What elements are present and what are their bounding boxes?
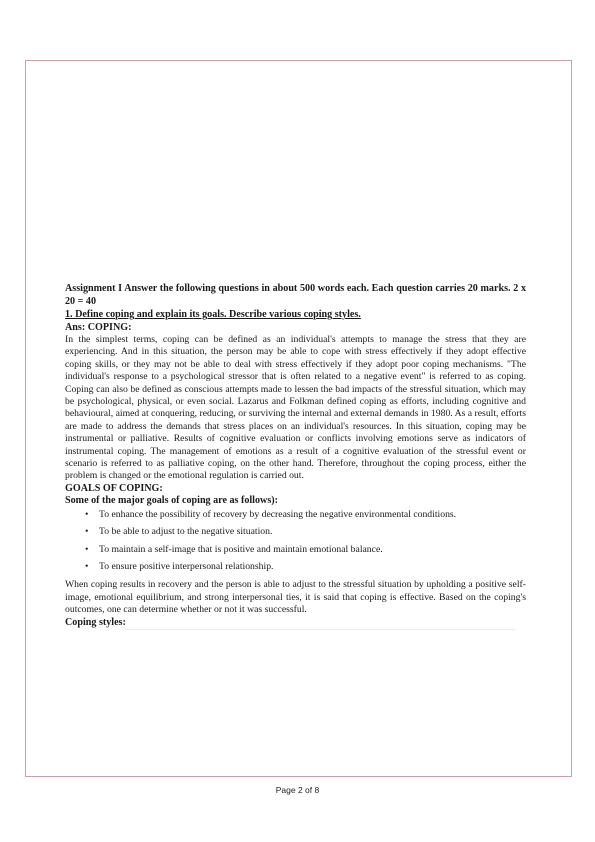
goals-list <box>65 509 526 574</box>
bullet-icon: • <box>85 560 89 572</box>
bullet-icon: • <box>85 543 89 555</box>
goals-intro: Some of the major goals of coping are as follows): <box>65 495 278 507</box>
goal-text: To maintain a self-image that is positive and maintain emotional balance. <box>99 543 383 555</box>
goal-text: To enhance the possibility of recovery by decreasing the negative environmental conditions. <box>99 508 457 520</box>
ans-heading: Ans: COPING: <box>65 321 132 333</box>
page-footer: Page 2 of 8 <box>275 785 320 795</box>
outcome-paragraph: When coping results in recovery and the person is able to adjust to the stressful situation by upholding a positive self-image, emotional equilibrium, and strong interpersonal ties, it is said that coping is effective. Based on the coping's outcomes, one can determine whether or not it was successful. <box>65 579 526 616</box>
document-body <box>65 283 526 630</box>
assignment-heading: Assignment I Answer the following questions in about 500 words each. Each question carries 20 marks. 2 x 20 = 40 <box>65 283 526 307</box>
goal-text: To be able to adjust to the negative situation. <box>99 526 273 538</box>
list-item <box>85 509 526 521</box>
bullet-icon: • <box>85 526 89 538</box>
divider <box>125 629 515 630</box>
coping-styles-heading: Coping styles: <box>65 616 126 628</box>
list-item <box>85 544 526 556</box>
goal-text: To ensure positive interpersonal relationship. <box>99 560 274 572</box>
list-item <box>85 561 526 573</box>
list-item <box>85 526 526 538</box>
bullet-icon: • <box>85 508 89 520</box>
question-1: 1. Define coping and explain its goals. Describe various coping styles. <box>65 309 361 321</box>
coping-paragraph: In the simplest terms, coping can be defined as an individual's attempts to manage the stress that they are experiencing. And in this situation, the person may be able to cope with stress effectively if they adopt effective coping skills, or they may not be able to deal with stress effectively if they adopt poor coping mechanisms. "The individual's response to a psychological stressor that is often related to a negative event" is referred to as coping. Coping can also be defined as conscious attempts made to lessen the bad impacts of the stressful situation, which may be psychological, physical, or even social. Lazarus and Folkman defined coping as efforts, including cognitive and behavioural, aimed at conquering, reducing, or surviving the internal and external demands in 1980. As a result, efforts are made to address the demands that stress places on an individual's resources. In this situation, coping may be instrumental or palliative. Results of cognitive evaluation or conflicts involving emotions serve as indicators of instrumental coping. The management of emotions as a result of a cognitive evaluation of the stressful event or scenario is referred to as palliative coping, on the other hand. Therefore, throughout the coping process, either the problem is changed or the emotional regulation is carried out. <box>65 334 526 482</box>
goals-heading: GOALS OF COPING: <box>65 482 163 494</box>
